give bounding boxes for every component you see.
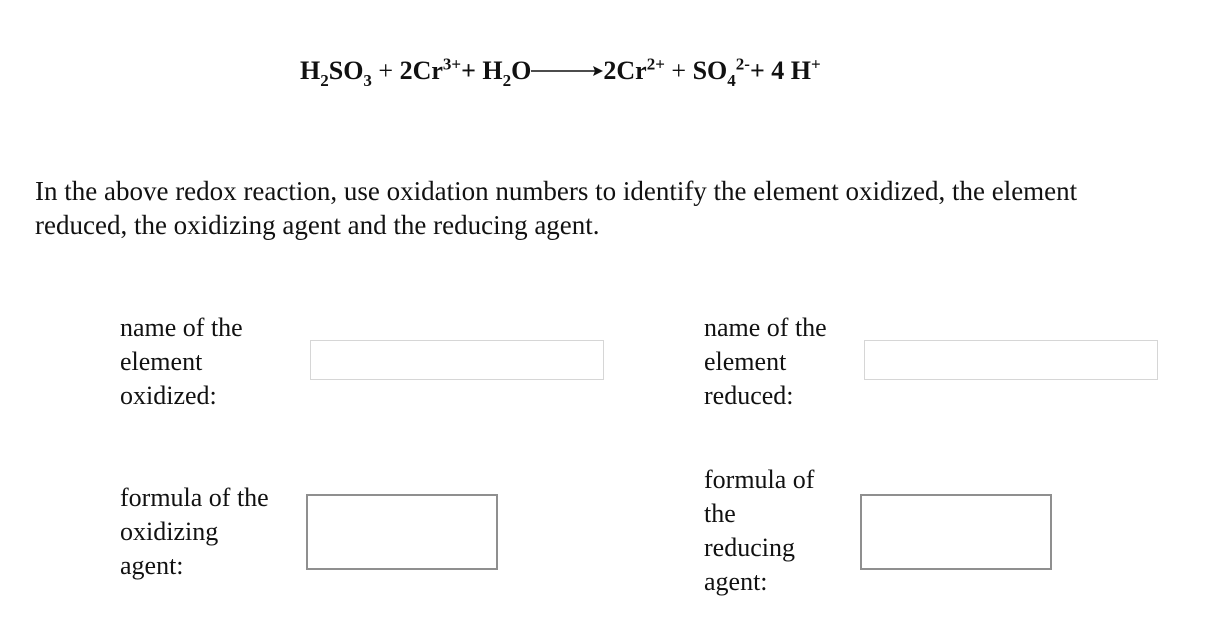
eq-subscript: 4 (727, 71, 736, 91)
eq-subscript: 2 (320, 71, 329, 91)
label-line: name of the (120, 313, 243, 342)
label-line: reduced: (704, 381, 794, 410)
question-prompt: In the above redox reaction, use oxidation numbers to identify the element oxidized, the element reduced, the oxidizing agent and the reducing agent. (35, 176, 1078, 240)
label-line: the (704, 499, 736, 528)
eq-superscript: 3+ (442, 54, 462, 74)
eq-plus: + (671, 56, 687, 85)
label-line: reducing (704, 533, 795, 562)
oxidized-label (120, 311, 243, 413)
label-line: oxidized: (120, 381, 217, 410)
eq-term: + H (461, 56, 503, 85)
chemical-equation (300, 54, 821, 91)
reaction-arrow-icon (531, 61, 603, 81)
eq-superscript: 2+ (646, 54, 665, 74)
oxidizing-agent-input[interactable] (306, 494, 498, 570)
label-line: formula of (704, 465, 815, 494)
label-line: oxidizing (120, 517, 219, 546)
eq-subscript: 3 (363, 71, 372, 91)
eq-plus: + (378, 56, 394, 85)
eq-term: 2Cr (603, 56, 647, 85)
oxidizing-agent-label (120, 481, 269, 583)
eq-superscript: 2- (735, 54, 750, 74)
eq-term: SO (328, 56, 364, 85)
eq-term: + 4 H (749, 56, 811, 85)
reducing-agent-label (704, 463, 814, 599)
element-reduced-input[interactable] (864, 340, 1158, 380)
reduced-label (704, 311, 827, 413)
reducing-agent-input[interactable] (860, 494, 1052, 570)
label-line: element (120, 347, 203, 376)
element-oxidized-input[interactable] (310, 340, 604, 380)
eq-superscript: + (810, 54, 821, 74)
eq-term: 2Cr (399, 56, 443, 85)
label-line: agent: (704, 567, 768, 596)
label-line: formula of the (120, 483, 269, 512)
label-line: name of the (704, 313, 827, 342)
label-line: agent: (120, 551, 184, 580)
label-line: element (704, 347, 787, 376)
eq-term: SO (692, 56, 728, 85)
eq-subscript: 2 (502, 71, 512, 91)
eq-term: O (511, 56, 532, 85)
eq-term: H (300, 56, 321, 85)
